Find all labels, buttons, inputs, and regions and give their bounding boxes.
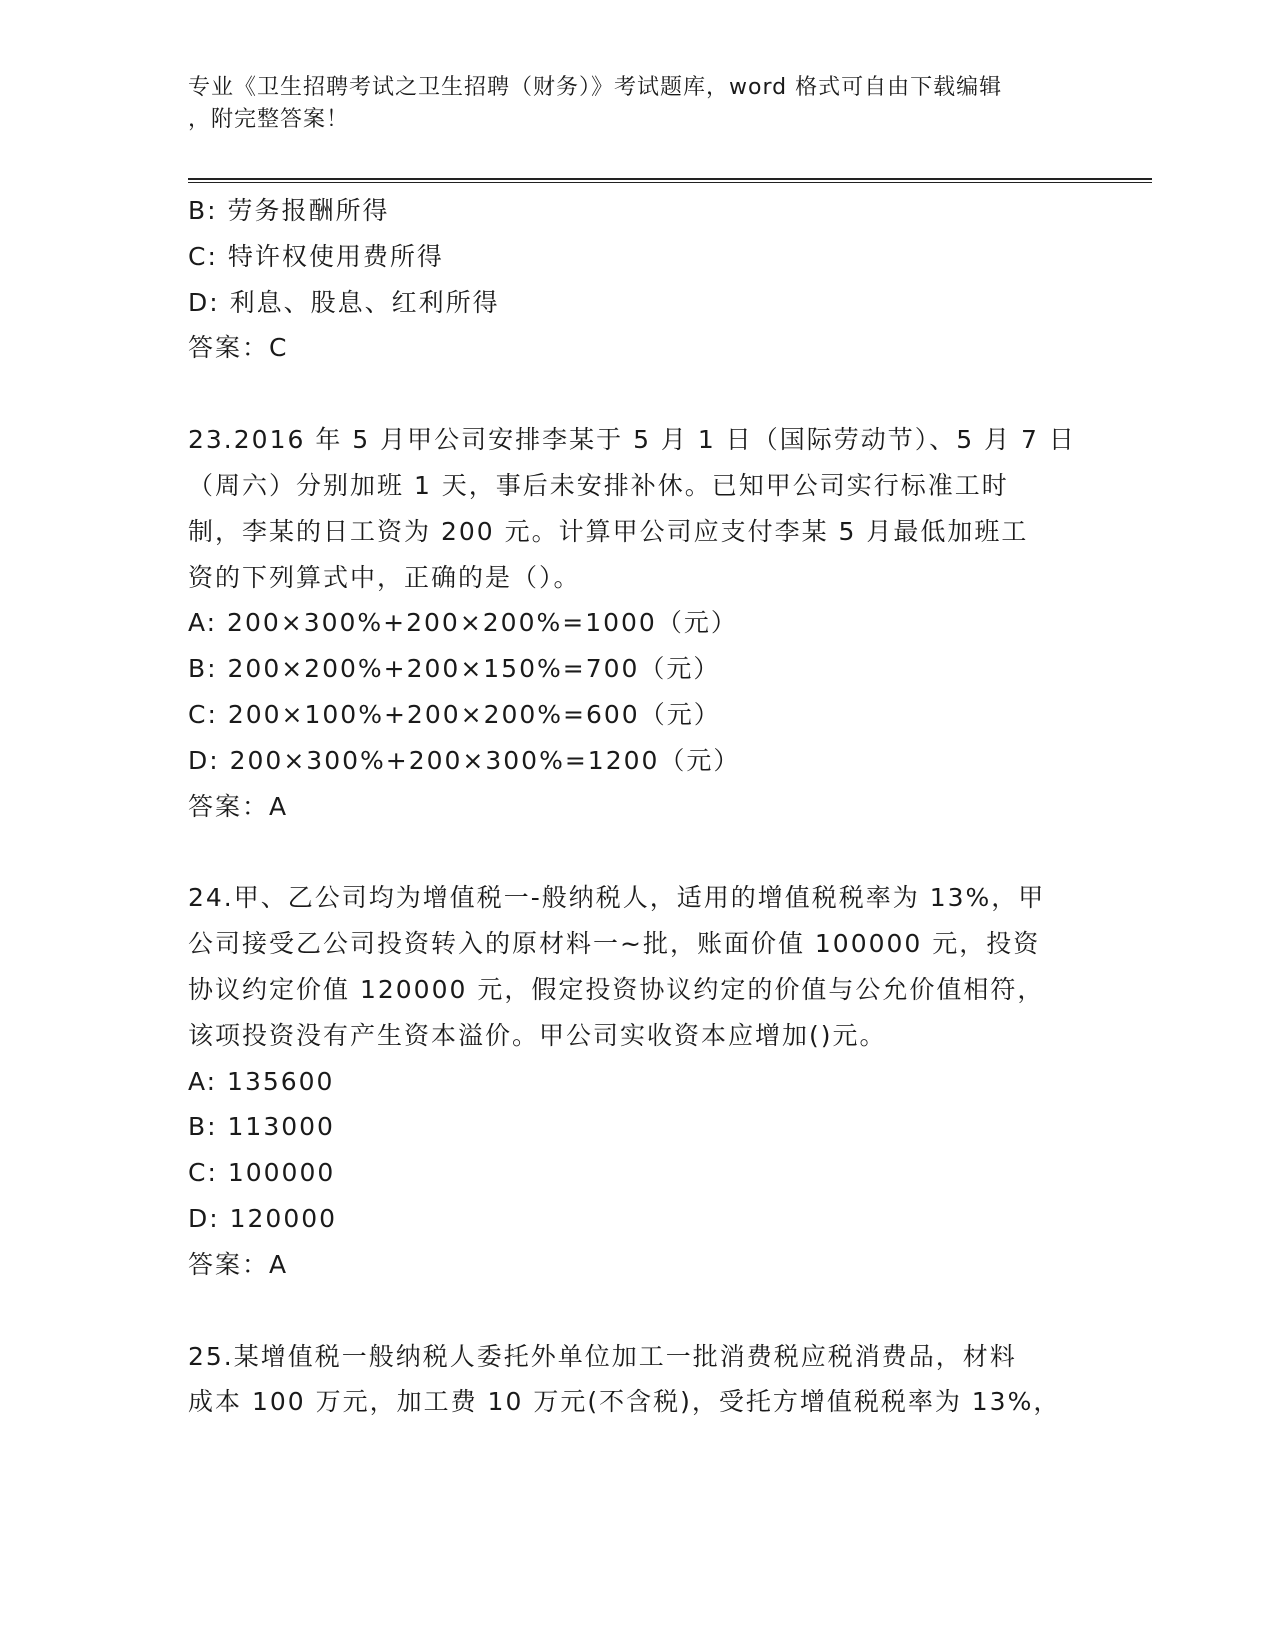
question-text: 资的下列算式中，正确的是（）。 (188, 562, 581, 592)
question-text: 23.2016 年 5 月甲公司安排李某于 5 月 1 日（国际劳动节）、5 月 7 日 (188, 425, 1076, 455)
spacer (188, 829, 1088, 875)
header-divider (188, 178, 1152, 183)
answer: 答案：A (188, 1249, 289, 1279)
question-text: （周六）分别加班 1 天，事后未安排补休。已知甲公司实行标准工时 (188, 470, 1009, 500)
question-text: 25.某增值税一般纳税人委托外单位加工一批消费税应税消费品，材料 (188, 1341, 1017, 1371)
option-d: D: 利息、股息、红利所得 (188, 287, 500, 317)
spacer (188, 1288, 1088, 1334)
question-text: 协议约定价值 120000 元，假定投资协议约定的价值与公允价值相符， (188, 974, 1045, 1004)
page-header (188, 72, 1068, 136)
header-line: 专业《卫生招聘考试之卫生招聘（财务）》考试题库，word 格式可自由下载编辑 (188, 75, 1003, 100)
question-list (188, 188, 1088, 1425)
option-a: A: 135600 (188, 1066, 335, 1096)
option-b: B: 劳务报酬所得 (188, 196, 390, 225)
option-a: A: 200×300%+200×200%=1000（元） (188, 608, 738, 638)
question-23 (188, 417, 1088, 829)
question-25 (188, 1334, 1088, 1426)
option-d: D: 120000 (188, 1203, 338, 1233)
option-c: C: 特许权使用费所得 (188, 241, 444, 271)
option-b: B: 200×200%+200×150%=700（元） (188, 654, 721, 684)
option-b: B: 113000 (188, 1112, 335, 1142)
spacer (188, 371, 1088, 417)
question-22 (188, 188, 1088, 371)
option-c: C: 100000 (188, 1158, 336, 1188)
header-line: ，附完整答案！ (188, 107, 350, 132)
question-text: 成本 100 万元，加工费 10 万元(不含税)，受托方增值税税率为 13%， (188, 1387, 1061, 1417)
answer: 答案：C (188, 333, 289, 363)
question-text: 制，李某的日工资为 200 元。计算甲公司应支付李某 5 月最低加班工 (188, 516, 1029, 546)
question-text: 公司接受乙公司投资转入的原材料一~批，账面价值 100000 元，投资 (188, 929, 1041, 959)
answer: 答案：A (188, 791, 289, 821)
question-24 (188, 875, 1088, 1287)
question-text: 该项投资没有产生资本溢价。甲公司实收资本应增加()元。 (188, 1020, 887, 1050)
question-text: 24.甲、乙公司均为增值税一-般纳税人，适用的增值税税率为 13%，甲 (188, 883, 1046, 913)
option-c: C: 200×100%+200×200%=600（元） (188, 699, 721, 729)
option-d: D: 200×300%+200×300%=1200（元） (188, 745, 741, 775)
